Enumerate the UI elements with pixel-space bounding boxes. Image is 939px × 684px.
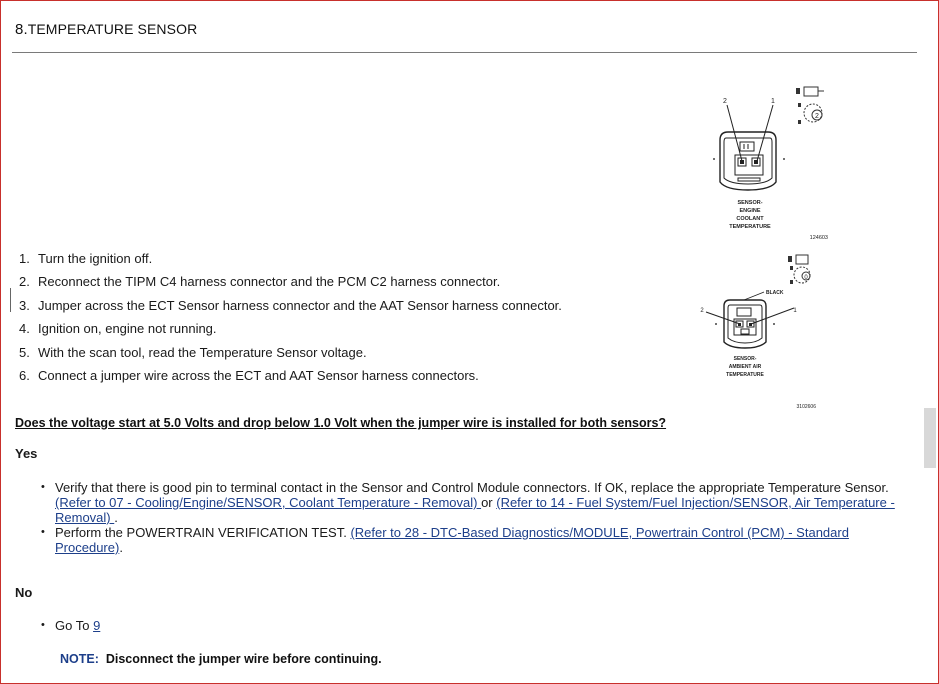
no-label: No [15,585,33,600]
step-title-text: TEMPERATURE SENSOR [27,21,198,37]
step-item-number: 6. [19,368,30,384]
step-item-text: Reconnect the TIPM C4 harness connector and the PCM C2 harness connector. [38,274,501,290]
list-item [41,525,917,555]
figure2-pin-label-right: 1 [793,308,797,314]
figure1-pin-label-left: 2 [723,98,727,105]
note-text: Disconnect the jumper wire before continuing. [105,652,382,666]
yes-label: Yes [15,446,38,461]
yes-action-period: . [119,540,123,555]
margin-marker [10,288,11,312]
diagnostic-question: Does the voltage start at 5.0 Volts and drop below 1.0 Volt when the jumper wire is installed for both sensors? [15,416,667,430]
bullet-icon: • [41,619,45,631]
no-actions-list [41,618,101,633]
figure1-caption-line3: COOLANT [736,216,764,222]
title-divider [12,52,917,53]
note [60,652,382,666]
step-item-number: 3. [19,297,30,313]
note-label: NOTE: [60,652,99,666]
step-item-number: 5. [19,344,30,360]
figure1-pin-label-right: 1 [771,98,775,105]
procedure-steps [19,247,658,387]
go-to-step-link[interactable]: 9 [93,618,101,633]
step-item [19,294,658,317]
figure1-caption-line2: ENGINE [739,208,761,214]
step-item-number: 1. [19,251,30,266]
figure2-ref-number: 3102606 [796,404,816,410]
step-item [19,341,658,364]
step-item [19,364,658,387]
figure1-pin-detail-label: 2 [815,113,819,120]
ect-sensor-connector-figure [700,82,840,244]
step-item [19,317,658,340]
ref-link-coolant-temp-removal[interactable]: (Refer to 07 - Cooling/Engine/SENSOR, Coolant Temperature - Removal) [55,495,482,510]
step-item-text: Connect a jumper wire across the ECT and AAT Sensor harness connectors. [38,368,479,384]
yes-action-period: . [114,510,118,525]
figure2-pin-label-left: 2 [700,308,704,314]
bullet-icon: • [41,526,45,538]
pin-detail-icon [796,87,824,124]
figure1-caption-line1: SENSOR- [737,200,763,206]
bullet-icon: • [41,481,45,493]
no-action-text: Go To [55,618,94,633]
figure1-ref-number: 124603 [809,235,828,241]
step-number: 8. [15,21,28,38]
yes-action-text: Verify that there is good pin to terminal contact in the Sensor and Control Module connectors. If OK, replace the appropriate Temperature Sensor. [55,480,889,495]
step-item-text: With the scan tool, read the Temperature Sensor voltage. [38,344,367,360]
figure2-callout: BLACK [766,290,784,296]
list-item [41,480,917,525]
scrollbar-thumb[interactable] [924,408,936,468]
ref-link-air-temp-removal[interactable]: (Refer to 14 - Fuel System/Fuel Injection/SENSOR, Air Temperature - Removal) [55,495,895,525]
figure2-caption-line2: AMBIENT AIR [728,364,762,370]
figure2-pin-detail-label: 0 [804,275,808,281]
step-item [19,247,658,270]
list-item [41,618,101,633]
step-title [15,21,197,38]
step-item-text: Jumper across the ECT Sensor harness connector and the AAT Sensor harness connector. [38,297,562,313]
yes-actions-list [41,480,917,555]
ref-link-pcm-standard-procedure[interactable]: (Refer to 28 - DTC-Based Diagnostics/MODULE, Powertrain Control (PCM) - Standard Procedure) [55,525,849,555]
figure2-caption-line3: TEMPERATURE [726,372,764,378]
step-item [19,270,658,293]
yes-action-or: or [481,495,497,510]
yes-action-text: Perform the POWERTRAIN VERIFICATION TEST. [55,525,351,540]
figure1-caption-line4: TEMPERATURE [729,224,771,230]
step-item-number: 4. [19,321,30,337]
figure2-caption-line1: SENSOR- [733,356,757,362]
step-item-text: Turn the ignition off. [38,251,153,266]
aat-sensor-connector-figure [696,250,840,412]
step-item-text: Ignition on, engine not running. [38,321,217,337]
step-item-number: 2. [19,274,30,290]
